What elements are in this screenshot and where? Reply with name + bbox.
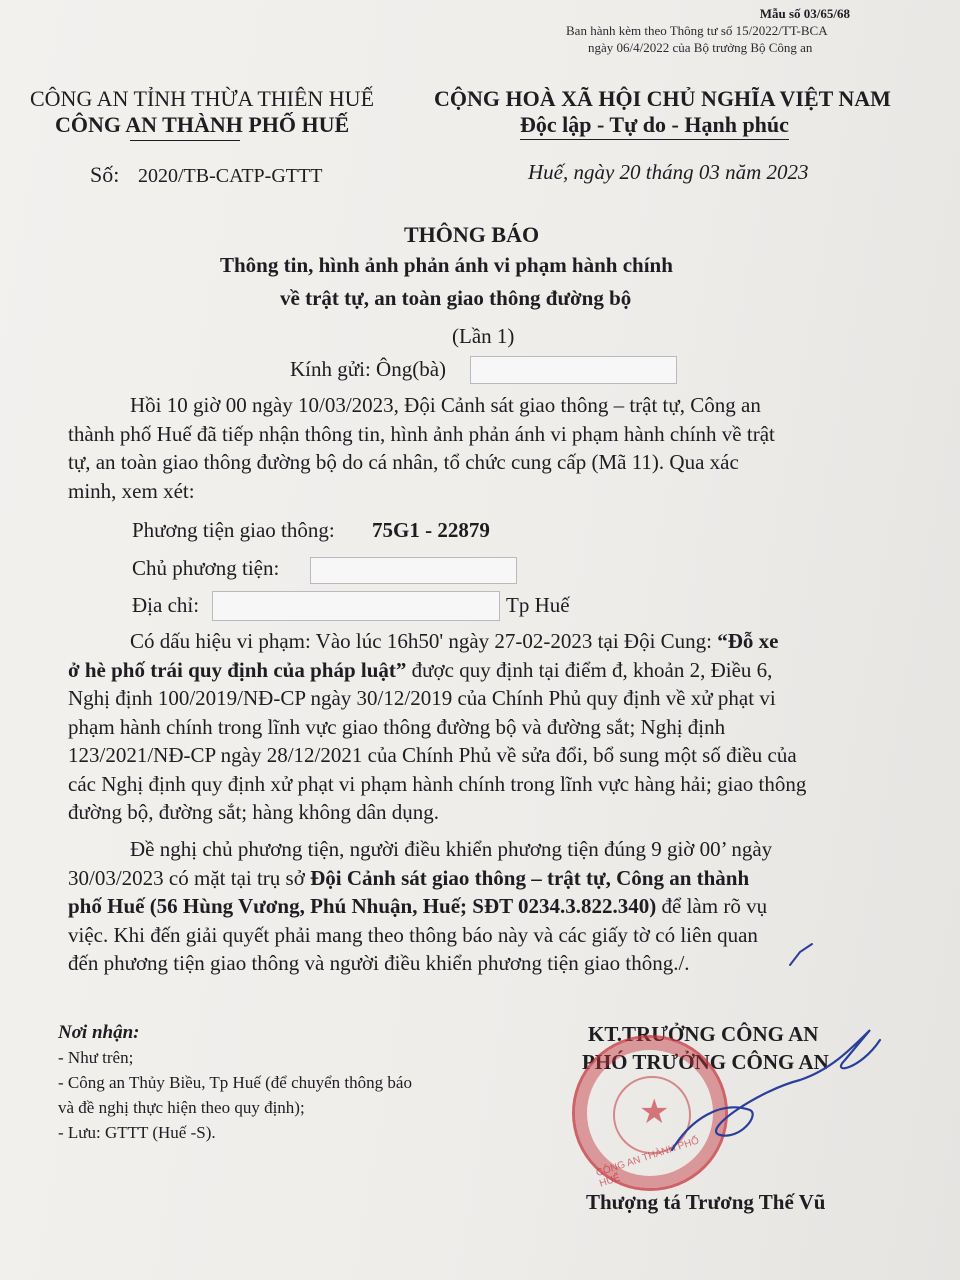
request-office-address: phố Huế (56 Hùng Vương, Phú Nhuận, Huế; SĐT 0234.3.822.340): [68, 894, 657, 918]
recipient-line: và đề nghị thực hiện theo quy định);: [58, 1098, 305, 1117]
redacted-address: [212, 591, 500, 621]
address-city: Tp Huế: [506, 593, 570, 617]
form-reference-line-2: ngày 06/4/2022 của Bộ trưởng Bộ Công an: [588, 40, 813, 55]
official-seal-stamp: [572, 1035, 728, 1191]
intro-line: thành phố Huế đã tiếp nhận thông tin, hình ảnh phản ánh vi phạm hành chính về trật: [68, 421, 775, 446]
recipient-line: - Như trên;: [58, 1048, 134, 1067]
request-office: Đội Cảnh sát giao thông – trật tự, Công an thành: [310, 865, 750, 890]
intro-line: minh, xem xét:: [68, 478, 195, 503]
signer-role-2: PHÓ TRƯỞNG CÔNG AN: [582, 1050, 829, 1074]
license-plate: 75G1 - 22879: [372, 518, 490, 542]
greeting-label: Kính gửi: Ông(bà): [290, 357, 447, 381]
intro-paragraph: [68, 391, 775, 505]
intro-line: Hồi 10 giờ 00 ngày 10/03/2023, Đội Cảnh sát giao thông – trật tự, Công an: [130, 393, 761, 417]
request-paragraph: [68, 835, 772, 978]
request-line: Đề nghị chủ phương tiện, người điều khiển phương tiện đúng 9 giờ 00’ ngày: [130, 837, 773, 861]
document-number-label: Số:: [90, 162, 120, 187]
recipient-line: - Lưu: GTTT (Huế -S).: [58, 1123, 216, 1142]
request-text: để làm rõ vụ: [656, 894, 768, 918]
signer-role-1: KT.TRƯỞNG CÔNG AN: [588, 1022, 819, 1046]
request-line: đến phương tiện giao thông và người điều khiển phương tiện giao thông./.: [68, 951, 690, 975]
nation-title: CỘNG HOÀ XÃ HỘI CHỦ NGHĨA VIỆT NAM: [434, 86, 891, 111]
recipients-title: Nơi nhận:: [58, 1022, 140, 1043]
redacted-recipient-name: [470, 356, 677, 384]
violation-text: Có dấu hiệu vi phạm: Vào lúc 16h50' ngày 27-02-2023 tại Đội Cung:: [130, 629, 718, 653]
address-label: Địa chỉ:: [132, 593, 200, 617]
violation-paragraph: [68, 627, 806, 827]
seal-text: CÔNG AN THÀNH PHỐ HUẾ: [594, 1135, 701, 1190]
vehicle-label: Phương tiện giao thông:: [132, 518, 335, 542]
violation-quote-end: ở hè phố trái quy định của pháp luật”: [68, 657, 407, 682]
request-line: việc. Khi đến giải quyết phải mang theo thông báo này và các giấy tờ có liên quan: [68, 922, 758, 947]
violation-line: phạm hành chính trong lĩnh vực giao thông đường bộ và đường sắt; Nghị định: [68, 714, 726, 739]
violation-line: Nghị định 100/2019/NĐ-CP ngày 30/12/2019 của Chính Phủ quy định về xử phạt vi: [68, 686, 776, 710]
redacted-owner-name: [310, 557, 517, 584]
agency-underline: [130, 140, 240, 141]
violation-line: 123/2021/NĐ-CP ngày 28/12/2021 của Chính Phủ về sửa đổi, bổ sung một số điều của: [68, 743, 797, 767]
place-date: Huế, ngày 20 tháng 03 năm 2023: [528, 160, 809, 184]
agency-parent: CÔNG AN TỈNH THỪA THIÊN HUẾ: [30, 86, 375, 111]
notice-round: (Lần 1): [452, 324, 515, 348]
form-number: Mẫu số 03/65/68: [759, 6, 850, 21]
violation-quote-start: “Đỗ xe: [717, 629, 779, 653]
owner-label: Chủ phương tiện:: [132, 556, 280, 580]
violation-text: được quy định tại điểm đ, khoản 2, Điều 6,: [406, 657, 773, 682]
signer-name: Thượng tá Trương Thế Vũ: [586, 1190, 826, 1214]
document-number: 2020/TB-CATP-GTTT: [138, 165, 323, 187]
intro-line: tự, an toàn giao thông đường bộ do cá nhân, tổ chức cung cấp (Mã 11). Qua xác: [68, 450, 739, 474]
violation-line: các Nghị định quy định xử phạt vi phạm hành chính trong lĩnh vực hàng hải; giao thông: [68, 771, 807, 796]
recipient-line: - Công an Thủy Biều, Tp Huế (để chuyển thông báo: [58, 1073, 412, 1092]
seal-star-icon: ★: [639, 1094, 670, 1131]
document-title: THÔNG BÁO: [404, 222, 540, 247]
document-subtitle-2: về trật tự, an toàn giao thông đường bộ: [280, 286, 632, 310]
violation-line: đường bộ, đường sắt; hàng không dân dụng.: [68, 800, 440, 824]
agency-name: CÔNG AN THÀNH PHỐ HUẾ: [55, 112, 350, 137]
form-reference-line-1: Ban hành kèm theo Thông tư số 15/2022/TT-BCA: [566, 23, 828, 38]
document-subtitle-1: Thông tin, hình ảnh phản ánh vi phạm hành chính: [220, 253, 673, 277]
request-text: 30/03/2023 có mặt tại trụ sở: [68, 865, 311, 890]
nation-motto: Độc lập - Tự do - Hạnh phúc: [520, 112, 789, 140]
